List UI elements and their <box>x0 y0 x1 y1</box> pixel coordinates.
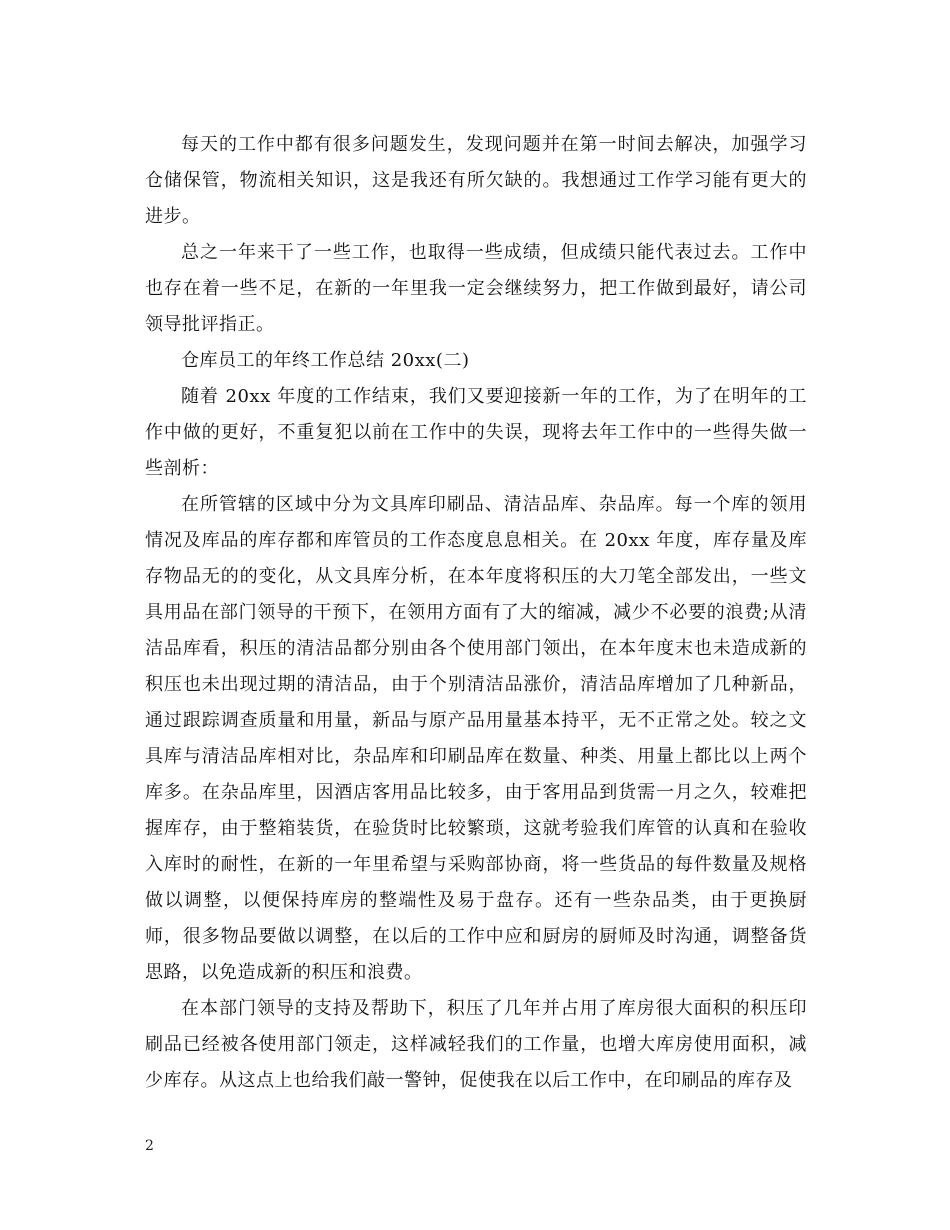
paragraph-summary: 总之一年来干了一些工作，也取得一些成绩，但成绩只能代表过去。工作中也存在着一些不足，在新的一年里我一定会继续努力，把工作做到最好，请公司领导批评指正。 <box>145 242 807 335</box>
section-heading: 仓库员工的年终工作总结 20xx(二) <box>181 350 470 371</box>
document-body <box>145 127 807 1099</box>
paragraph-intro: 随着 20xx 年度的工作结束，我们又要迎接新一年的工作，为了在明年的工作中做的更好，不重复犯以前在工作中的失误，现将去年工作中的一些得失做一些剖析： <box>145 386 807 479</box>
page-number: 2 <box>145 1138 154 1154</box>
paragraph-printed-matter: 在本部门领导的支持及帮助下，积压了几年并占用了库房很大面积的积压印刷品已经被各使用部门领走，这样减轻我们的工作量，也增大库房使用面积，减少库存。从这点上也给我们敲一警钟，促使我在以后工作中，在印刷品的库存及 <box>145 998 807 1091</box>
paragraph-warehouse-analysis: 在所管辖的区域中分为文具库印刷品、清洁品库、杂品库。每一个库的领用情况及库品的库存都和库管员的工作态度息息相关。在 20xx 年度，库存量及库存物品无的的变化，从文具库分析，在本年度将积压的大刀笔全部发出，一些文具用品在部门领导的干预下，在领用方面有了大的缩减，减少不必要的浪费;从清洁品库看，积压的清洁品都分别由各个使用部门领出，在本年度末也未造成新的积压也未出现过期的清洁品，由于个别清洁品涨价，清洁品库增加了几种新品，通过跟踪调查质量和用量，新品与原产品用量基本持平，无不正常之处。较之文具库与清洁品库相对比，杂品库和印刷品库在数量、种类、用量上都比以上两个库多。在杂品库里，因酒店客用品比较多，由于客用品到货需一月之久，较难把握库存，由于整箱装货，在验货时比较繁琐，这就考验我们库管的认真和在验收入库时的耐性，在新的一年里希望与采购部协商，将一些货品的每件数量及规格做以调整，以便保持库房的整端性及易于盘存。还有一些杂品类，由于更换厨师，很多物品要做以调整，在以后的工作中应和厨房的厨师及时沟通，调整备货思路，以免造成新的积压和浪费。 <box>145 494 807 983</box>
paragraph-problem-solving: 每天的工作中都有很多问题发生，发现问题并在第一时间去解决，加强学习仓储保管，物流相关知识，这是我还有所欠缺的。我想通过工作学习能有更大的进步。 <box>145 134 807 227</box>
